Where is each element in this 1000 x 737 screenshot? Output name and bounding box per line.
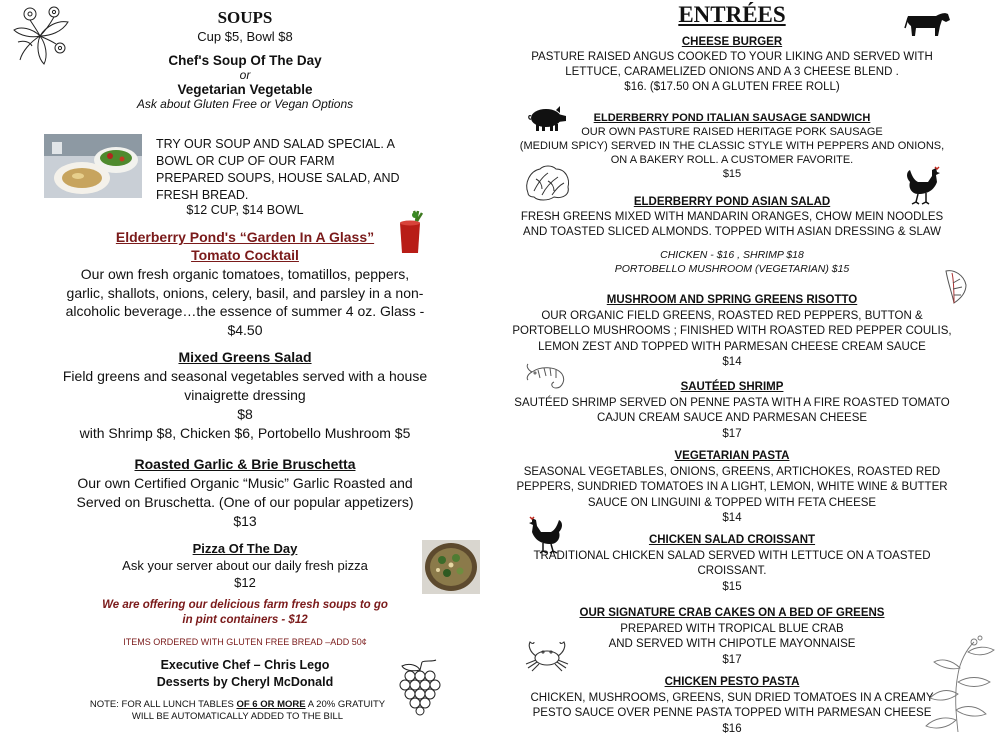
entree-desc: LEMON ZEST AND TOPPED WITH PARMESAN CHEESE CREAM SAUCE [488, 340, 976, 356]
entree-price: $17 [488, 427, 976, 443]
soups-price: Cup $5, Bowl $8 [40, 29, 450, 44]
entree-desc: CROISSANT. [488, 564, 976, 580]
cow-icon [904, 8, 952, 38]
mixed-greens-price: $8 [40, 405, 450, 424]
entree-desc: AND SERVED WITH CHIPOTLE MAYONNAISE [488, 637, 976, 653]
entree-price: $17 [488, 653, 976, 669]
entree-price: $14 [488, 355, 976, 371]
entrees-title: ENTRÉES [488, 2, 976, 28]
chard-sketch-icon [938, 265, 972, 305]
entree-name: OUR SIGNATURE CRAB CAKES ON A BED OF GREENS [488, 606, 976, 622]
mixed-greens-title: Mixed Greens Salad [40, 348, 450, 367]
garden-glass-desc: Our own fresh organic tomatoes, tomatillos, peppers, [40, 265, 450, 284]
entree-price: $16 [488, 722, 976, 737]
entree-desc: SEASONAL VEGETABLES, ONIONS, GREENS, ARTICHOKES, ROASTED RED [488, 465, 976, 481]
pizza-photo [422, 540, 480, 594]
pizza-desc: Ask your server about our daily fresh pizza [40, 557, 450, 574]
entree-name: SAUTÉED SHRIMP [488, 380, 976, 396]
desserts-credit: Desserts by Cheryl McDonald [40, 674, 450, 691]
entree-name: CHICKEN SALAD CROISSANT [488, 533, 976, 549]
entree-item [488, 675, 976, 737]
mixed-greens-desc: Field greens and seasonal vegetables served with a house [40, 367, 450, 386]
note-pre: NOTE: FOR ALL LUNCH TABLES [90, 699, 237, 710]
entree-options [488, 248, 976, 276]
bruschetta-price: $13 [40, 512, 450, 531]
entree-desc: CAJUN CREAM SAUCE AND PARMESAN CHEESE [488, 411, 976, 427]
entree-name: ELDERBERRY POND ITALIAN SAUSAGE SANDWICH [488, 111, 976, 125]
entree-desc: OUR ORGANIC FIELD GREENS, ROASTED RED PEPPERS, BUTTON & [488, 309, 976, 325]
entree-desc: ON A BAKERY ROLL. A CUSTOMER FAVORITE. [488, 153, 976, 167]
special-line: BOWL OR CUP OF OUR FARM [156, 153, 446, 170]
grapes-sketch-icon [392, 658, 450, 716]
entree-price: $14 [488, 511, 976, 527]
veg-soup: Vegetarian Vegetable [40, 82, 450, 97]
note-emph: OF 6 OR MORE [236, 699, 305, 710]
bruschetta-desc: Our own Certified Organic “Music” Garlic Roasted and [40, 474, 450, 493]
entree-desc: LETTUCE, CARAMELIZED ONIONS AND A 3 CHEESE BLEND . [488, 65, 976, 80]
entree-name: CHICKEN PESTO PASTA [488, 675, 976, 691]
entree-desc: PREPARED WITH TROPICAL BLUE CRAB [488, 622, 976, 638]
soup-special [156, 136, 446, 204]
entree-name: MUSHROOM AND SPRING GREENS RISOTTO [488, 293, 976, 309]
note-line2: WILL BE AUTOMATICALLY ADDED TO THE BILL [40, 711, 435, 723]
chef-soup: Chef's Soup Of The Day [40, 53, 450, 68]
entree-option: PORTOBELLO MUSHROOM (VEGETARIAN) $15 [488, 262, 976, 276]
tomato-cocktail-photo [388, 207, 432, 257]
mixed-greens-addons: with Shrimp $8, Chicken $6, Portobello Mushroom $5 [40, 424, 450, 443]
entree-price: $15 [488, 167, 976, 181]
entree-desc: AND TOASTED SLICED ALMONDS. TOPPED WITH ASIAN DRESSING & SLAW [488, 225, 976, 240]
entree-desc: FRESH GREENS MIXED WITH MANDARIN ORANGES, CHOW MEIN NOODLES [488, 210, 976, 225]
pizza-title: Pizza Of The Day [40, 540, 450, 557]
entree-desc: PORTOBELLO MUSHROOMS ; FINISHED WITH ROASTED RED PEPPER COULIS, [488, 324, 976, 340]
entree-desc: OUR OWN PASTURE RAISED HERITAGE PORK SAUSAGE [488, 125, 976, 139]
entree-item [488, 195, 976, 240]
entree-desc: PESTO SAUCE OVER PENNE PASTA TOPPED WITH PARMESAN CHEESE [488, 706, 976, 722]
rooster-icon [904, 166, 946, 206]
garden-glass-subtitle: Tomato Cocktail [40, 246, 450, 264]
entree-item [488, 35, 976, 95]
shrimp-sketch-icon [526, 362, 568, 392]
entree-desc: SAUCE ON LINGUINI & TOPPED WITH FETA CHEESE [488, 496, 976, 512]
soups-title: SOUPS [40, 8, 450, 28]
gluten-free-note: ITEMS ORDERED WITH GLUTEN FREE BREAD –ADD 50¢ [40, 637, 450, 647]
special-line: PREPARED SOUPS, HOUSE SALAD, AND [156, 170, 446, 187]
entree-desc: PEPPERS, SUNDRIED TOMATOES IN A LIGHT, LEMON, WHITE WINE & BUTTER [488, 480, 976, 496]
entree-name: ELDERBERRY POND ASIAN SALAD [488, 195, 976, 210]
pizza-price: $12 [40, 574, 450, 591]
entree-item [488, 449, 976, 527]
lettuce-sketch-icon [522, 163, 572, 201]
mixed-greens-desc: vinaigrette dressing [40, 386, 450, 405]
entree-price: $15 [488, 580, 976, 596]
entree-name: CHEESE BURGER [488, 35, 976, 50]
entree-item [488, 293, 976, 371]
executive-chef: Executive Chef – Chris Lego [40, 657, 450, 674]
garden-glass-price: $4.50 [40, 321, 450, 340]
note-post: A 20% GRATUITY [306, 699, 386, 710]
togo-line: We are offering our delicious farm fresh soups to go [40, 598, 450, 613]
rooster-icon [526, 516, 566, 554]
special-line: FRESH BREAD. [156, 187, 446, 204]
special-price: $12 CUP, $14 BOWL [40, 203, 450, 217]
bruschetta-desc: Served on Bruschetta. (One of our popular appetizers) [40, 493, 450, 512]
togo-line: in pint containers - $12 [40, 613, 450, 628]
left-column [40, 0, 450, 735]
gratuity-note [40, 699, 435, 723]
entree-price: $16. ($17.50 ON A GLUTEN FREE ROLL) [488, 80, 976, 95]
soups-or: or [40, 68, 450, 82]
crab-sketch-icon [522, 640, 572, 672]
entree-desc: SAUTÉED SHRIMP SERVED ON PENNE PASTA WITH A FIRE ROASTED TOMATO [488, 396, 976, 412]
entree-desc: TRADITIONAL CHICKEN SALAD SERVED WITH LETTUCE ON A TOASTED [488, 549, 976, 565]
entree-desc: PASTURE RAISED ANGUS COOKED TO YOUR LIKING AND SERVED WITH [488, 50, 976, 65]
special-line: TRY OUR SOUP AND SALAD SPECIAL. A [156, 136, 446, 153]
flower-sketch-icon [10, 2, 72, 68]
garden-glass-title: Elderberry Pond's “Garden In A Glass” [40, 228, 450, 246]
bruschetta-title: Roasted Garlic & Brie Bruschetta [40, 455, 450, 474]
garden-glass-desc: alcoholic beverage…the essence of summer 4 oz. Glass - [40, 302, 450, 321]
entree-desc: (MEDIUM SPICY) SERVED IN THE CLASSIC STYLE WITH PEPPERS AND ONIONS, [488, 139, 976, 153]
soups-note: Ask about Gluten Free or Vegan Options [40, 97, 450, 111]
herb-sketch-icon [918, 634, 998, 734]
soup-salad-photo [44, 134, 142, 198]
entree-desc: CHICKEN, MUSHROOMS, GREENS, SUN DRIED TOMATOES IN A CREAMY [488, 691, 976, 707]
pig-icon [526, 104, 568, 132]
entree-option: CHICKEN - $16 , SHRIMP $18 [488, 248, 976, 262]
entree-name: VEGETARIAN PASTA [488, 449, 976, 465]
garden-glass-desc: garlic, shallots, onions, celery, basil, and parsley in a non- [40, 284, 450, 303]
